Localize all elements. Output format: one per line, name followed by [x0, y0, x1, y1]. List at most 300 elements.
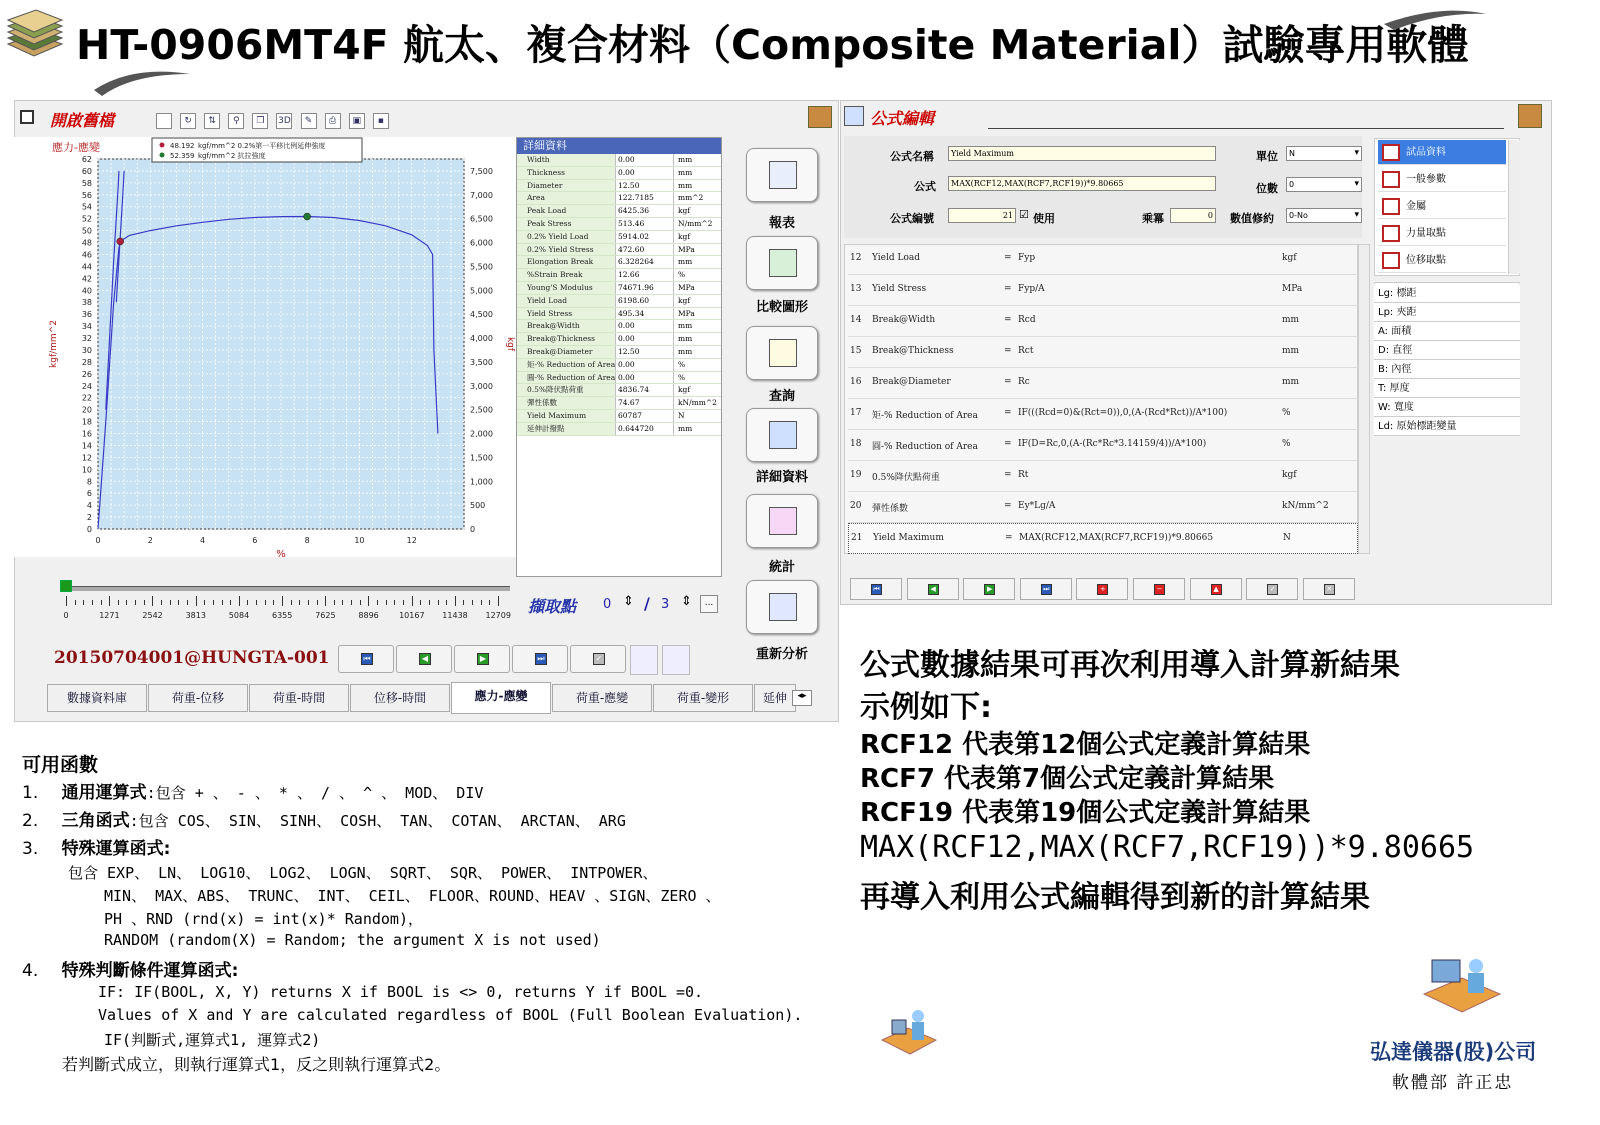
formula-eq: =: [1004, 346, 1012, 356]
detail-cell: 0.00: [615, 333, 673, 345]
formula-cancel-button[interactable]: [1303, 578, 1355, 600]
formula-no: 21: [851, 533, 863, 543]
slider-tick: [377, 600, 378, 605]
formula-name: Yield Stress: [872, 284, 927, 294]
axis-icon[interactable]: ⇅: [204, 113, 220, 129]
y-tick-label: 46: [81, 250, 92, 260]
formula-row[interactable]: [848, 523, 1358, 554]
record-id: 20150704001@HUNGTA-001: [54, 648, 330, 668]
more-button[interactable]: ...: [700, 595, 718, 613]
formula-name: 矩-% Reduction of Area: [872, 411, 978, 421]
fn-2-title: 三角函式: [61, 811, 130, 831]
tab-6[interactable]: 荷重-變形: [653, 684, 753, 712]
y-tick-label: 30: [81, 345, 92, 355]
compare-chart-button[interactable]: [746, 236, 818, 290]
y-tick-label: 44: [81, 262, 92, 272]
y-tick-label: 60: [81, 166, 92, 176]
detail-cell: 122.7185: [615, 192, 673, 204]
tree-item[interactable]: [1378, 140, 1506, 165]
formula-no: 12: [850, 253, 862, 263]
formula-no: 20: [850, 501, 862, 511]
detail-cell: 0.644720: [615, 423, 673, 435]
fn-1-rest: :包含 + 、 - 、 * 、 / 、 ^ 、 MOD、 DIV: [146, 784, 484, 802]
formula-unit: kN/mm^2: [1282, 501, 1329, 511]
department-signature: 軟體部 許正忠: [1392, 1073, 1514, 1093]
formula-list-scrollbar[interactable]: [1358, 244, 1370, 554]
tab-7[interactable]: 延伸: [754, 684, 796, 712]
rounding-select[interactable]: 0-No ▾: [1286, 208, 1362, 223]
tree-item-label: 一般參數: [1406, 174, 1446, 185]
export-icon[interactable]: ▣: [349, 113, 365, 129]
detail-cell: 513.46: [615, 218, 673, 230]
data-point-slider[interactable]: [60, 586, 510, 591]
save-icon[interactable]: ▪: [373, 113, 389, 129]
slider-tick: [282, 596, 283, 606]
slider-tick-label: 12709: [485, 611, 511, 620]
formula-expr: IF(D=Rc,0,(A-(Rc*Rc*3.14159/4))/A*100): [1018, 439, 1207, 449]
slider-tick: [429, 600, 430, 605]
tab-5[interactable]: 荷重-應變: [552, 684, 652, 712]
slider-tick: [394, 600, 395, 605]
detail-cell: Peak Load: [517, 205, 615, 217]
current-spinner-icon[interactable]: ⇕: [623, 594, 634, 609]
y-tick-label: 58: [81, 178, 92, 188]
variable-item[interactable]: W: 寬度: [1374, 398, 1520, 417]
print-icon[interactable]: ⎙: [325, 113, 341, 129]
slider-tick-label: 7625: [315, 611, 336, 620]
formula-no: 13: [850, 284, 862, 294]
formula-eq: =: [1004, 284, 1012, 294]
detail-cell: kgf: [673, 295, 721, 307]
y-tick-label: 22: [81, 393, 92, 403]
variable-item[interactable]: B: 內徑: [1374, 360, 1520, 379]
capture-point-separator: /: [644, 594, 650, 613]
fn-2-rest: :包含 COS、 SIN、 SINH、 COSH、 TAN、 COTAN、 ARCTAN、 ARG: [129, 812, 626, 830]
slider-tick: [342, 600, 343, 605]
select-icon[interactable]: [156, 113, 172, 129]
y-tick-label: 16: [81, 429, 92, 439]
variable-item[interactable]: Lg: 標距: [1374, 284, 1520, 303]
slider-tick: [360, 600, 361, 605]
report-label: 報表: [768, 216, 795, 231]
first-icon: ⏮: [871, 584, 882, 595]
variable-item[interactable]: A: 面積: [1374, 322, 1520, 341]
slider-tick: [196, 596, 197, 606]
formula-expr: Fyp: [1018, 253, 1036, 263]
formula-name: Yield Maximum: [873, 533, 944, 543]
document-icon: [1382, 144, 1400, 161]
detail-button[interactable]: [746, 408, 818, 462]
legend-text: kgf/mm^2 抗拉強度: [198, 152, 266, 160]
slider-tick: [498, 596, 499, 606]
detail-cell: 0.00: [615, 167, 673, 179]
page-title: HT-0906MT4F 航太、複合材料（Composite Material）試驗專用軟體: [76, 21, 1469, 69]
tree-item[interactable]: [1378, 221, 1506, 246]
detail-cell: 5914.02: [615, 231, 673, 243]
formula-confirm-button[interactable]: [1246, 578, 1298, 600]
detail-cell: %Strain Break: [517, 269, 615, 281]
zoom-icon[interactable]: ⚲: [228, 113, 244, 129]
y-tick-label: 50: [81, 226, 92, 236]
slider-tick: [135, 600, 136, 605]
statistics-label: 統計: [768, 560, 795, 575]
formula-row[interactable]: [848, 461, 1358, 492]
detail-cell: 12.66: [615, 269, 673, 281]
y-tick-label: 6: [86, 489, 92, 499]
chart-compare-icon: [769, 249, 797, 277]
y-tick-label: 8: [86, 477, 92, 487]
x-tick-label: 10: [354, 536, 365, 545]
legend-swatch: [160, 143, 165, 148]
tree-item[interactable]: [1378, 248, 1506, 273]
formula-row[interactable]: [848, 430, 1358, 461]
copy-icon[interactable]: ❐: [252, 113, 268, 129]
detail-row: [517, 256, 721, 269]
formula-edit-icon: [844, 106, 864, 126]
legend-text: kgf/mm^2 0.2%第一平移比例延伸強度: [198, 142, 326, 150]
explain-line-last: 再導入利用公式編輯得到新的計算結果: [860, 880, 1370, 915]
formula-no: 17: [850, 408, 862, 418]
y-tick-label: 24: [81, 381, 92, 391]
detail-cell: 0.00: [615, 320, 673, 332]
y2-tick-label: 2,000: [470, 429, 493, 439]
document-icon: [1382, 225, 1400, 242]
slider-handle[interactable]: [60, 580, 72, 592]
formula-name: Yield Load: [872, 253, 921, 263]
fn-4-line-c: IF(判斷式,運算式1, 運算式2): [104, 1031, 321, 1049]
capture-point-label: 擷取點: [528, 597, 577, 616]
slider-tick: [308, 600, 309, 605]
detail-cell: N: [673, 410, 721, 422]
next-icon: ▶: [984, 584, 995, 595]
reanalyze-button[interactable]: [746, 580, 818, 634]
formula-row[interactable]: [848, 492, 1358, 523]
explain-rcf19: RCF19 代表第19個公式定義計算結果: [860, 798, 1311, 828]
chart-marker: [304, 213, 311, 220]
tab-2[interactable]: 荷重-時間: [249, 684, 349, 712]
sample-icon[interactable]: [630, 645, 658, 675]
formula-eq: =: [1004, 377, 1012, 387]
tab-scroll-arrows-icon[interactable]: ◂▸: [792, 690, 812, 706]
slider-tick: [178, 600, 179, 605]
formula-unit: %: [1282, 408, 1291, 418]
digits-select[interactable]: 0 ▾: [1286, 177, 1362, 192]
detail-cell: 圓-% Reduction of Area: [517, 372, 615, 384]
formula-first-button[interactable]: [850, 578, 902, 600]
add-icon: +: [1097, 584, 1108, 595]
next-record-button[interactable]: ▶: [454, 645, 510, 673]
detail-row: [517, 244, 721, 257]
explain-rcf7: RCF7 代表第7個公式定義計算結果: [860, 764, 1275, 794]
first-record-button[interactable]: ⏮: [338, 645, 394, 673]
detail-cell: kgf: [673, 384, 721, 396]
fn-4-num: 4.: [22, 961, 39, 981]
clear-icon[interactable]: [662, 645, 690, 675]
query-icon: [769, 339, 797, 367]
formula-row[interactable]: [848, 306, 1358, 337]
detail-cell: mm: [673, 320, 721, 332]
use-checkbox[interactable]: ☑: [1019, 208, 1029, 221]
formula-input[interactable]: MAX(RCF12,MAX(RCF7,RCF19))*9.80665: [948, 176, 1216, 191]
y-tick-label: 12: [81, 453, 92, 463]
functions-heading: 可用函數: [22, 754, 99, 776]
detail-cell: 0.2% Yield Load: [517, 231, 615, 243]
formula-prev-button[interactable]: [907, 578, 959, 600]
open-file-title[interactable]: 開啟舊檔: [50, 111, 115, 130]
formula-unit: mm: [1282, 377, 1300, 387]
detail-cell: 0.00: [615, 359, 673, 371]
x-axis-label: %: [276, 549, 286, 557]
y2-tick-label: 7,500: [470, 166, 493, 176]
slider-tick: [403, 600, 404, 605]
x-tick-label: 4: [200, 536, 206, 545]
tab-3[interactable]: 位移-時間: [350, 684, 450, 712]
prev-icon: ◀: [928, 584, 939, 595]
reanalyze-label: 重新分析: [755, 647, 808, 662]
slider-tick: [83, 600, 84, 605]
detail-cell: Yield Maximum: [517, 410, 615, 422]
x-tick-label: 8: [304, 536, 310, 545]
formula-expr: Ey*Lg/A: [1018, 501, 1056, 511]
detail-row: [517, 359, 721, 372]
reanalyze-icon: [769, 593, 797, 621]
formula-eq: =: [1004, 470, 1012, 480]
tree-item[interactable]: [1378, 194, 1506, 219]
detail-row: [517, 205, 721, 218]
chart-marker: [117, 238, 124, 245]
detail-cell: mm: [673, 167, 721, 179]
confirm-record-button[interactable]: ✓: [570, 645, 626, 673]
formula-expr: Rc: [1018, 377, 1030, 387]
slider-tick: [455, 596, 456, 606]
detail-cell: Thickness: [517, 167, 615, 179]
detail-row: [517, 180, 721, 193]
detail-row: [517, 231, 721, 244]
slider-tick: [170, 600, 171, 605]
variable-item[interactable]: D: 直徑: [1374, 341, 1520, 360]
fn-4-title: 特殊判斷條件運算函式:: [61, 961, 239, 981]
stress-strain-chart: [14, 137, 518, 557]
slider-tick: [368, 596, 369, 606]
fn-3-title: 特殊運算函式:: [61, 839, 171, 859]
tab-0[interactable]: 數據資料庫: [47, 684, 147, 712]
report-button[interactable]: [746, 148, 818, 202]
panel-checkbox[interactable]: [20, 110, 34, 124]
y-tick-label: 36: [81, 310, 92, 320]
formula-next-button[interactable]: [963, 578, 1015, 600]
detail-row: [517, 282, 721, 295]
detail-cell: 6198.60: [615, 295, 673, 307]
exit-door-icon[interactable]: [808, 106, 832, 128]
fn-4-line-b: Values of X and Y are calculated regardless of BOOL (Full Boolean Evaluation).: [98, 1006, 803, 1024]
x-tick-label: 12: [406, 536, 417, 545]
detail-row: [517, 410, 721, 423]
document-icon: [1382, 252, 1400, 269]
formula-name: Break@Thickness: [872, 346, 954, 356]
slider-tick: [109, 596, 110, 606]
detail-cell: Yield Stress: [517, 308, 615, 320]
slider-tick: [118, 600, 119, 605]
slider-tick: [334, 600, 335, 605]
formula-name: Break@Width: [872, 315, 936, 325]
formula-eq: =: [1005, 533, 1013, 543]
detail-row: [517, 384, 721, 397]
book-stack-logo-icon: [4, 4, 66, 62]
y2-tick-label: 5,000: [470, 286, 493, 296]
detail-table-header: 詳細資料: [517, 138, 721, 154]
slider-tick-label: 6355: [272, 611, 293, 620]
detail-cell: Area: [517, 192, 615, 204]
legend-swatch: [160, 153, 165, 158]
variable-item[interactable]: Ld: 原始標距變量: [1374, 417, 1520, 436]
y-tick-label: 56: [81, 190, 92, 200]
formula-label: 公式: [914, 180, 936, 193]
formula-unit: kgf: [1282, 470, 1297, 480]
prev-record-button[interactable]: ◀: [396, 645, 452, 673]
statistics-button[interactable]: [746, 494, 818, 548]
formula-index-label: 公式編號: [890, 212, 934, 225]
explain-line-2: 示例如下:: [860, 690, 992, 725]
variable-item[interactable]: Lp: 夾距: [1374, 303, 1520, 322]
slider-tick: [265, 600, 266, 605]
y-tick-label: 14: [81, 441, 92, 451]
slider-tick: [325, 596, 326, 606]
delete-icon: −: [1154, 584, 1165, 595]
capture-point-total: 3: [661, 597, 670, 612]
exit-door-icon[interactable]: [1518, 104, 1542, 128]
refresh-icon[interactable]: ↻: [180, 113, 196, 129]
detail-cell: Break@Diameter: [517, 346, 615, 358]
slider-tick-label: 11438: [442, 611, 468, 620]
variable-item[interactable]: T: 厚度: [1374, 379, 1520, 398]
formula-up-button[interactable]: [1190, 578, 1242, 600]
chart-svg: [14, 137, 518, 557]
formula-editor-title: 公式編輯: [870, 109, 935, 128]
fn-1-num: 1.: [22, 783, 39, 803]
detail-cell: 6425.36: [615, 205, 673, 217]
formula-unit: N: [1283, 533, 1291, 543]
formula-unit: MPa: [1282, 284, 1303, 294]
detail-cell: kN/mm^2: [673, 397, 721, 409]
formula-no: 15: [850, 346, 862, 356]
y-tick-label: 10: [81, 465, 92, 475]
detail-row: [517, 308, 721, 321]
tab-4[interactable]: 應力-應變: [451, 682, 551, 714]
detail-cell: mm^2: [673, 192, 721, 204]
3d-icon[interactable]: 3D: [276, 113, 292, 129]
y2-tick-label: 7,000: [470, 190, 493, 200]
slider-tick: [66, 596, 67, 606]
detail-cell: mm: [673, 256, 721, 268]
slider-tick: [152, 596, 153, 606]
magnifier-icon: [769, 421, 797, 449]
y-tick-label: 48: [81, 238, 92, 248]
formula-row[interactable]: [848, 337, 1358, 368]
formula-eq: =: [1004, 501, 1012, 511]
printer-icon: [769, 161, 797, 189]
formula-last-button[interactable]: [1020, 578, 1072, 600]
slider-tick-label: 1271: [99, 611, 120, 620]
detail-cell: 彈性係數: [517, 397, 615, 409]
formula-row[interactable]: [848, 244, 1358, 275]
confirm-icon: ✓: [1267, 584, 1278, 595]
formula-eq: =: [1004, 315, 1012, 325]
unit-select[interactable]: N ▾: [1286, 146, 1362, 161]
power-label: 乘冪: [1142, 212, 1164, 225]
detail-row: [517, 269, 721, 282]
formula-row[interactable]: [848, 399, 1358, 430]
formula-index-input[interactable]: 21: [948, 208, 1016, 223]
digits-label: 位數: [1256, 182, 1278, 195]
y-tick-label: 26: [81, 369, 92, 379]
slider-tick-label: 8896: [358, 611, 379, 620]
formula-delete-button[interactable]: [1133, 578, 1185, 600]
detail-cell: 4836.74: [615, 384, 673, 396]
formula-row[interactable]: [848, 275, 1358, 306]
slider-tick: [101, 600, 102, 605]
slider-tick-label: 2542: [142, 611, 163, 620]
formula-expr: IF(((Rcd=0)&(Rct=0)),0,(A-(Rcd*Rct))/A*100): [1018, 408, 1228, 418]
power-input[interactable]: 0: [1170, 208, 1216, 223]
tree-scrollbar[interactable]: [1508, 140, 1520, 274]
explain-rcf12: RCF12 代表第12個公式定義計算結果: [860, 730, 1311, 760]
formula-no: 19: [850, 470, 862, 480]
explain-line-1: 公式數據結果可再次利用導入計算新結果: [860, 648, 1400, 683]
detail-cell: %: [673, 372, 721, 384]
tree-item-label: 位移取點: [1406, 255, 1446, 266]
total-spinner-icon[interactable]: ⇕: [681, 594, 692, 609]
formula-row[interactable]: [848, 368, 1358, 399]
edit-icon[interactable]: ✎: [301, 113, 317, 129]
y-tick-label: 2: [86, 513, 92, 523]
detail-cell: 延伸計撥點: [517, 423, 615, 435]
last-record-button[interactable]: ⏭: [512, 645, 568, 673]
y2-tick-label: 2,500: [470, 405, 493, 415]
formula-name: 0.5%降伏點荷重: [872, 473, 940, 483]
fn-3-num: 3.: [22, 839, 39, 859]
tab-1[interactable]: 荷重-位移: [148, 684, 248, 712]
formula-name-input[interactable]: Yield Maximum: [948, 146, 1216, 161]
detail-row: [517, 333, 721, 346]
fn-3-line-a: 包含 EXP、 LN、 LOG10、 LOG2、 LOGN、 SQRT、 SQR、 POWER、 INTPOWER、: [68, 864, 658, 882]
tree-item[interactable]: [1378, 167, 1506, 192]
detail-cell: 74.67: [615, 397, 673, 409]
formula-unit: %: [1282, 439, 1291, 449]
slider-tick: [317, 600, 318, 605]
formula-name: Break@Diameter: [872, 377, 951, 387]
query-button[interactable]: [746, 326, 818, 380]
slider-tick: [161, 600, 162, 605]
formula-add-button[interactable]: [1076, 578, 1128, 600]
y-tick-label: 34: [81, 322, 92, 332]
y2-tick-label: 4,000: [470, 334, 493, 344]
detail-cell: MPa: [673, 244, 721, 256]
formula-expr: Fyp/A: [1018, 284, 1045, 294]
slider-tick: [144, 600, 145, 605]
y-tick-label: 0: [86, 525, 92, 534]
y2-tick-label: 0: [470, 525, 476, 534]
detail-cell: 74671.96: [615, 282, 673, 294]
tree-item-label: 試品資料: [1406, 147, 1446, 158]
detail-row: [517, 346, 721, 359]
slider-tick-label: 5084: [228, 611, 250, 620]
x-tick-label: 2: [147, 536, 153, 545]
formula-name: 彈性係數: [872, 504, 909, 514]
fn-1-title: 通用運算式: [61, 783, 147, 803]
unit-label: 單位: [1256, 150, 1278, 163]
y2-tick-label: 3,500: [470, 357, 493, 367]
slider-tick: [256, 600, 257, 605]
